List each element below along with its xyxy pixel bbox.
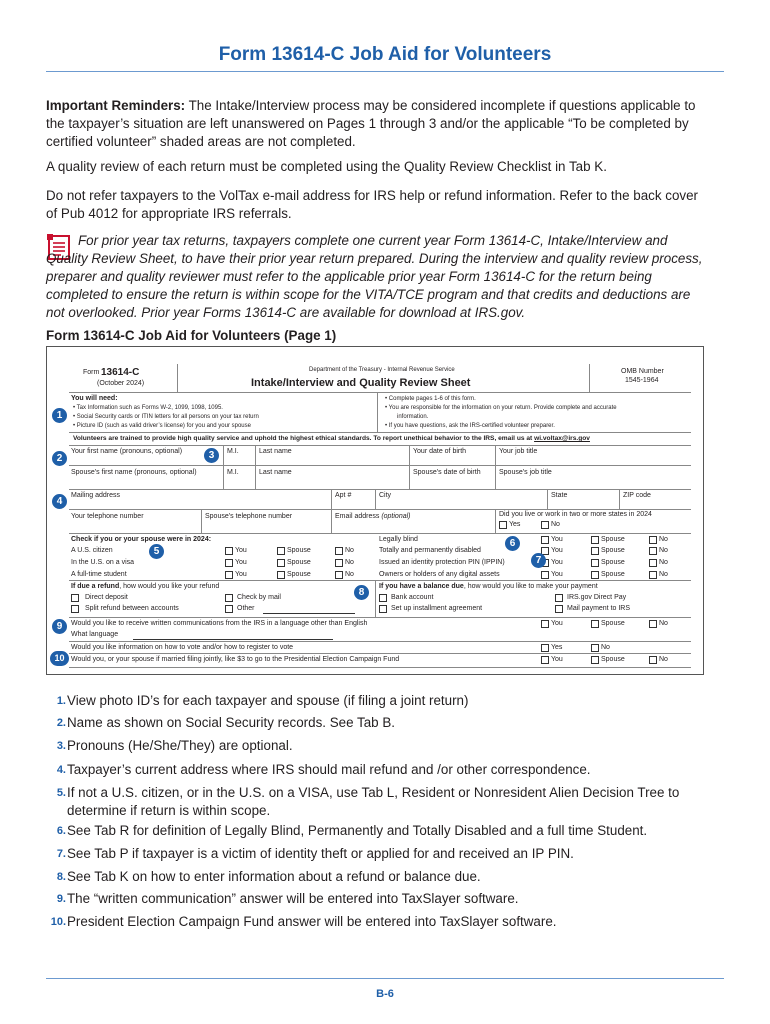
list-item: 8. See Tab K on how to enter information about a refund or balance due.: [56, 869, 481, 884]
need-item: • Picture ID (such as valid driver’s license) for you and your spouse: [73, 423, 251, 429]
citizen-spouse-checkbox[interactable]: [277, 547, 285, 555]
mi-label: M.I.: [227, 448, 239, 455]
vote-yes-checkbox[interactable]: [541, 644, 549, 652]
prior-year-note: [46, 232, 711, 322]
legally-blind-label: Legally blind: [379, 536, 418, 543]
callout-badge-5: 5: [149, 544, 164, 559]
bank-account-checkbox[interactable]: [379, 594, 387, 602]
reminders-label: Important Reminders:: [46, 98, 186, 113]
spouse-label: Spouse: [601, 536, 625, 543]
mail-payment-label: Mail payment to IRS: [567, 605, 631, 612]
right-item: • Complete pages 1-6 of this form.: [385, 396, 476, 402]
bank-account-label: Bank account: [391, 594, 434, 601]
state-label: State: [551, 492, 568, 499]
digital-spouse-checkbox[interactable]: [591, 571, 599, 579]
spouse-first-name-label: Spouse’s first name (pronouns, optional): [71, 469, 197, 476]
digital-no-checkbox[interactable]: [649, 571, 657, 579]
you-label: You: [551, 620, 563, 627]
ippin-spouse-checkbox[interactable]: [591, 559, 599, 567]
spouse-label: Spouse: [601, 620, 625, 627]
disabled-no-checkbox[interactable]: [649, 547, 657, 555]
your-phone-label: Your telephone number: [71, 513, 144, 520]
you-label: You: [551, 656, 563, 663]
no-label: No: [345, 559, 354, 566]
list-item: 9. The “written communication” answer will be entered into TaxSlayer software.: [56, 891, 519, 906]
you-label: You: [551, 547, 563, 554]
no-label: No: [551, 521, 560, 528]
campaign-no-checkbox[interactable]: [649, 656, 657, 664]
you-label: You: [551, 536, 563, 543]
callout-badge-8: 8: [354, 585, 369, 600]
spouse-dob-label: Spouse’s date of birth: [413, 469, 481, 476]
mi-label: M.I.: [227, 469, 239, 476]
disabled-spouse-checkbox[interactable]: [591, 547, 599, 555]
prior-year-note-text: For prior year tax returns, taxpayers complete one current year Form 13614-C, Intake/Interview and Quality Review Sheet, to have their prior year return prepared. During the interview and quality review process, preparer and quality reviewer must refer to the applicable prior year Form 13614-C for the return being completed to ensure the return is within scope for the VITA/TCE program and that credits and deductions are not overlooked. Prior year Forms 13614-C are available for download at IRS.gov.: [46, 233, 703, 320]
right-item: • If you have questions, ask the IRS-certified volunteer preparer.: [385, 423, 555, 429]
sheet-title: Intake/Interview and Quality Review Sheet: [251, 377, 471, 389]
reminders-text: The Intake/Interview process may be considered incomplete if questions applicable to the taxpayer’s situation are left unanswered on Pages 1 through 3 and/or the applicable “To be completed by certified volunteer” shaded areas are not completed.: [46, 98, 696, 149]
visa-you-checkbox[interactable]: [225, 559, 233, 567]
list-item: 3. Pronouns (He/She/They) are optional.: [56, 738, 293, 753]
dept-line: Department of the Treasury - Internal Revenue Service: [309, 367, 455, 373]
no-label: No: [659, 547, 668, 554]
you-label: You: [235, 571, 247, 578]
check-by-mail-label: Check by mail: [237, 594, 281, 601]
us-visa-label: In the U.S. on a visa: [71, 559, 135, 566]
written-no-checkbox[interactable]: [649, 620, 657, 628]
blind-no-checkbox[interactable]: [649, 536, 657, 544]
form-13614c-page1: [46, 346, 704, 675]
digital-assets-label: Owners or holders of any digital assets: [379, 571, 500, 578]
spouse-label: Spouse: [287, 559, 311, 566]
citizen-you-checkbox[interactable]: [225, 547, 233, 555]
other-label: Other: [237, 605, 255, 612]
no-label: No: [601, 644, 610, 651]
what-language-label: What language: [71, 631, 119, 638]
student-label: A full-time student: [71, 571, 127, 578]
callout-badge-3: 3: [204, 448, 219, 463]
right-item: • You are responsible for the information on your return. Provide complete and accurate: [385, 405, 617, 411]
important-reminders: [46, 97, 711, 151]
you-label: You: [235, 547, 247, 554]
title-rule: [46, 71, 724, 72]
student-spouse-checkbox[interactable]: [277, 571, 285, 579]
student-no-checkbox[interactable]: [335, 571, 343, 579]
city-label: City: [379, 492, 392, 499]
written-comm-question: Would you like to receive written communications from the IRS in a language other than English: [71, 620, 368, 627]
spouse-phone-label: Spouse’s telephone number: [205, 513, 293, 520]
you-will-need: You will need:: [71, 395, 118, 402]
your-dob-label: Your date of birth: [413, 448, 467, 455]
form-number: 13614-C: [101, 367, 140, 378]
installment-label: Set up installment agreement: [391, 605, 483, 612]
no-label: No: [659, 571, 668, 578]
blind-spouse-checkbox[interactable]: [591, 536, 599, 544]
no-label: No: [345, 571, 354, 578]
vote-info-question: Would you like information on how to vote and/or how to register to vote: [71, 644, 294, 651]
callout-badge-1: 1: [52, 408, 67, 423]
other-refund-checkbox[interactable]: [225, 605, 233, 613]
check-by-mail-checkbox[interactable]: [225, 594, 233, 602]
last-name-label: Last name: [259, 448, 292, 455]
spouse-label: Spouse: [601, 571, 625, 578]
written-you-checkbox[interactable]: [541, 620, 549, 628]
need-item: • Social Security cards or ITIN letters for all persons on your tax return: [73, 414, 259, 420]
visa-spouse-checkbox[interactable]: [277, 559, 285, 567]
refund-question: If due a refund, how would you like your refund: [71, 583, 220, 590]
spouse-label: Spouse: [601, 656, 625, 663]
mail-payment-checkbox[interactable]: [555, 605, 563, 613]
list-item: 10. President Election Campaign Fund answer will be entered into TaxSlayer software.: [50, 914, 557, 929]
callout-badge-7: 7: [531, 553, 546, 568]
campaign-fund-question: Would you, or your spouse if married filing jointly, like $3 to go to the Presidential Election Campaign Fund: [71, 656, 400, 663]
form-date: (October 2024): [97, 380, 145, 387]
volunteers-line: Volunteers are trained to provide high quality service and uphold the highest ethical standards. To report unethical behavior to the IRS, email us at wi.voltax@irs.gov: [73, 435, 590, 442]
direct-pay-label: IRS.gov Direct Pay: [567, 594, 627, 601]
two-states-question: Did you live or work in two or more states in 2024: [499, 511, 652, 518]
page-number: B-6: [376, 988, 394, 1000]
your-job-label: Your job title: [499, 448, 538, 455]
list-item: 2. Name as shown on Social Security records. See Tab B.: [56, 715, 395, 730]
citizen-no-checkbox[interactable]: [335, 547, 343, 555]
callout-badge-6: 6: [505, 536, 520, 551]
visa-no-checkbox[interactable]: [335, 559, 343, 567]
two-states-no-checkbox[interactable]: [541, 521, 549, 529]
quality-review-paragraph: A quality review of each return must be completed using the Quality Review Checklist in Tab K.: [46, 159, 607, 174]
blind-you-checkbox[interactable]: [541, 536, 549, 544]
ippin-label: Issued an identity protection PIN (IPPIN): [379, 559, 505, 566]
campaign-spouse-checkbox[interactable]: [591, 656, 599, 664]
spouse-label: Spouse: [601, 559, 625, 566]
apt-label: Apt #: [335, 492, 352, 499]
disabled-label: Totally and permanently disabled: [379, 547, 481, 554]
section-heading: Form 13614-C Job Aid for Volunteers (Page 1): [46, 328, 337, 343]
no-label: No: [659, 656, 668, 663]
right-item: information.: [397, 414, 429, 420]
you-label: You: [235, 559, 247, 566]
ippin-no-checkbox[interactable]: [649, 559, 657, 567]
student-you-checkbox[interactable]: [225, 571, 233, 579]
no-label: No: [659, 536, 668, 543]
us-citizen-label: A U.S. citizen: [71, 547, 113, 554]
split-refund-label: Split refund between accounts: [85, 605, 179, 612]
split-refund-checkbox[interactable]: [71, 605, 79, 613]
you-label: You: [551, 571, 563, 578]
yes-label: Yes: [551, 644, 563, 651]
email-label: Email address (optional): [335, 513, 411, 520]
zip-label: ZIP code: [623, 492, 651, 499]
voltax-paragraph: Do not refer taxpayers to the VolTax e-mail address for IRS help or refund information. Refer to the back cover of Pub 4012 for appropriate IRS referrals.: [46, 188, 698, 221]
direct-deposit-label: Direct deposit: [85, 594, 128, 601]
direct-pay-checkbox[interactable]: [555, 594, 563, 602]
callout-badge-9: 9: [52, 619, 67, 634]
list-item: 7. See Tab P if taxpayer is a victim of identity theft or applied for and received an IP PIN.: [56, 846, 574, 861]
spouse-job-label: Spouse’s job title: [499, 469, 552, 476]
need-item: • Tax Information such as Forms W-2, 1099, 1098, 1095.: [73, 405, 223, 411]
digital-you-checkbox[interactable]: [541, 571, 549, 579]
vote-no-checkbox[interactable]: [591, 644, 599, 652]
last-name-label: Last name: [259, 469, 292, 476]
list-item: 6. See Tab R for definition of Legally Blind, Permanently and Totally Disabled and a full time Student.: [56, 823, 648, 838]
footer-rule: [46, 978, 724, 979]
yes-label: Yes: [509, 521, 521, 528]
written-spouse-checkbox[interactable]: [591, 620, 599, 628]
omb-label: OMB Number: [621, 368, 664, 375]
mailing-address-label: Mailing address: [71, 492, 121, 499]
two-states-yes-checkbox[interactable]: [499, 521, 507, 529]
no-label: No: [659, 620, 668, 627]
installment-checkbox[interactable]: [379, 605, 387, 613]
campaign-you-checkbox[interactable]: [541, 656, 549, 664]
list-item: 1. View photo ID’s for each taxpayer and spouse (if filing a joint return): [56, 693, 469, 708]
balance-question: If you have a balance due, how would you like to make your payment: [379, 583, 598, 590]
spouse-label: Spouse: [287, 571, 311, 578]
page-title: Form 13614-C Job Aid for Volunteers: [218, 44, 552, 65]
you-label: You: [551, 559, 563, 566]
list-item: 5. If not a U.S. citizen, or in the U.S. on a VISA, use Tab L, Resident or Nonresident Alien Decision Tree to determine if return is within scope.: [56, 785, 680, 818]
no-label: No: [345, 547, 354, 554]
voltax-email-link[interactable]: wi.voltax@irs.gov: [534, 435, 590, 442]
omb-number: 1545-1964: [625, 377, 659, 384]
list-item: 4. Taxpayer’s current address where IRS should mail refund and /or other correspondence.: [56, 762, 591, 777]
callout-badge-2: 2: [52, 451, 67, 466]
no-label: No: [659, 559, 668, 566]
form-label: Form: [83, 369, 100, 376]
your-first-name-label: Your first name (pronouns, optional): [71, 448, 183, 455]
spouse-label: Spouse: [287, 547, 311, 554]
callout-badge-4: 4: [52, 494, 67, 509]
check-if-label: Check if you or your spouse were in 2024:: [71, 536, 212, 543]
direct-deposit-checkbox[interactable]: [71, 594, 79, 602]
spouse-label: Spouse: [601, 547, 625, 554]
callout-badge-10: 10: [50, 651, 69, 666]
